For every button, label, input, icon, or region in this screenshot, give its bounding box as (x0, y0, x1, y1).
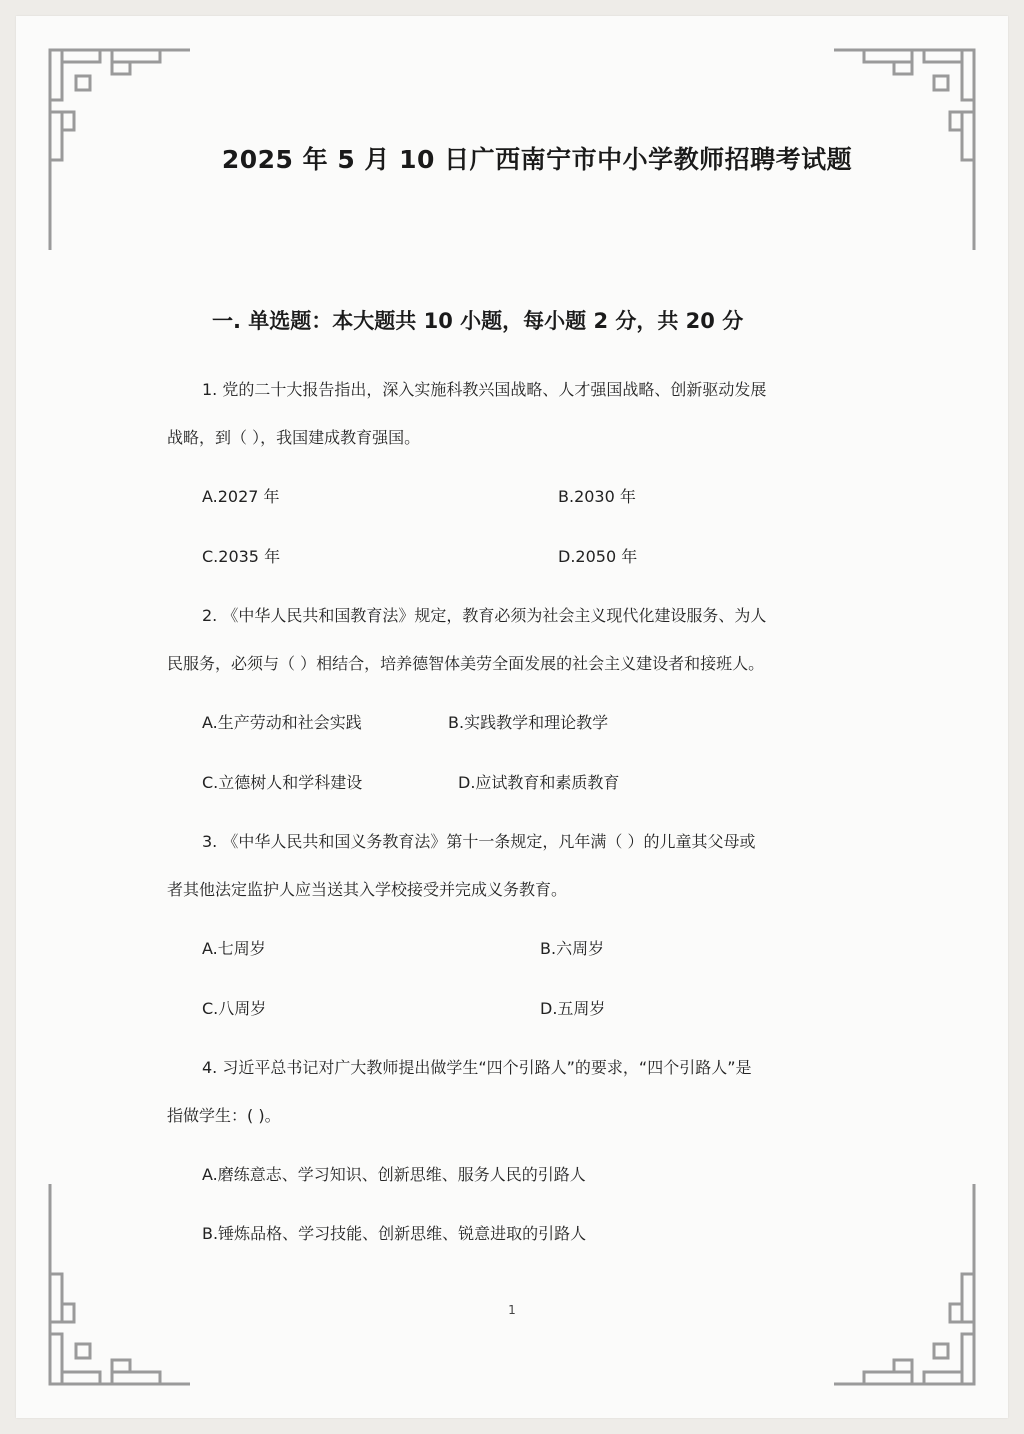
question-1-option-b: B.2030 年 (558, 487, 636, 506)
question-2-option-d: D.应试教育和素质教育 (458, 773, 620, 792)
question-3-line-1: 3. 《中华人民共和国义务教育法》第十一条规定，凡年满（ ）的儿童其父母或 (202, 832, 756, 851)
question-3-option-c: C.八周岁 (202, 999, 267, 1018)
corner-ornament-bottom-right (824, 1164, 984, 1394)
question-3-option-d: D.五周岁 (540, 999, 606, 1018)
question-4-option-a: A.磨练意志、学习知识、创新思维、服务人民的引路人 (202, 1165, 586, 1184)
question-3-line-2: 者其他法定监护人应当送其入学校接受并完成义务教育。 (167, 880, 568, 899)
question-3-option-b: B.六周岁 (540, 939, 605, 958)
section-heading: 一. 单选题：本大题共 10 小题，每小题 2 分，共 20 分 (212, 309, 744, 333)
question-1-line-2: 战略，到（ ），我国建成教育强国。 (167, 428, 421, 447)
page-number: 1 (508, 1303, 516, 1317)
question-4-line-1: 4. 习近平总书记对广大教师提出做学生“四个引路人”的要求，“四个引路人”是 (202, 1058, 752, 1077)
question-1-option-c: C.2035 年 (202, 547, 281, 566)
question-2-line-1: 2. 《中华人民共和国教育法》规定，教育必须为社会主义现代化建设服务、为人 (202, 606, 767, 625)
question-4-line-2: 指做学生：( )。 (167, 1106, 281, 1125)
corner-ornament-bottom-left (40, 1164, 200, 1394)
question-4-option-b: B.锤炼品格、学习技能、创新思维、锐意进取的引路人 (202, 1224, 587, 1243)
question-2-line-2: 民服务，必须与（ ）相结合，培养德智体美劳全面发展的社会主义建设者和接班人。 (167, 654, 765, 673)
question-1-option-a: A.2027 年 (202, 487, 280, 506)
question-3-option-a: A.七周岁 (202, 939, 266, 958)
question-1-option-d: D.2050 年 (558, 547, 638, 566)
question-2-option-c: C.立德树人和学科建设 (202, 773, 363, 792)
question-2-option-a: A.生产劳动和社会实践 (202, 713, 362, 732)
question-1-line-1: 1. 党的二十大报告指出，深入实施科教兴国战略、人才强国战略、创新驱动发展 (202, 380, 767, 399)
question-2-option-b: B.实践教学和理论教学 (448, 713, 609, 732)
exam-title: 2025 年 5 月 10 日广西南宁市中小学教师招聘考试题 (221, 145, 853, 174)
